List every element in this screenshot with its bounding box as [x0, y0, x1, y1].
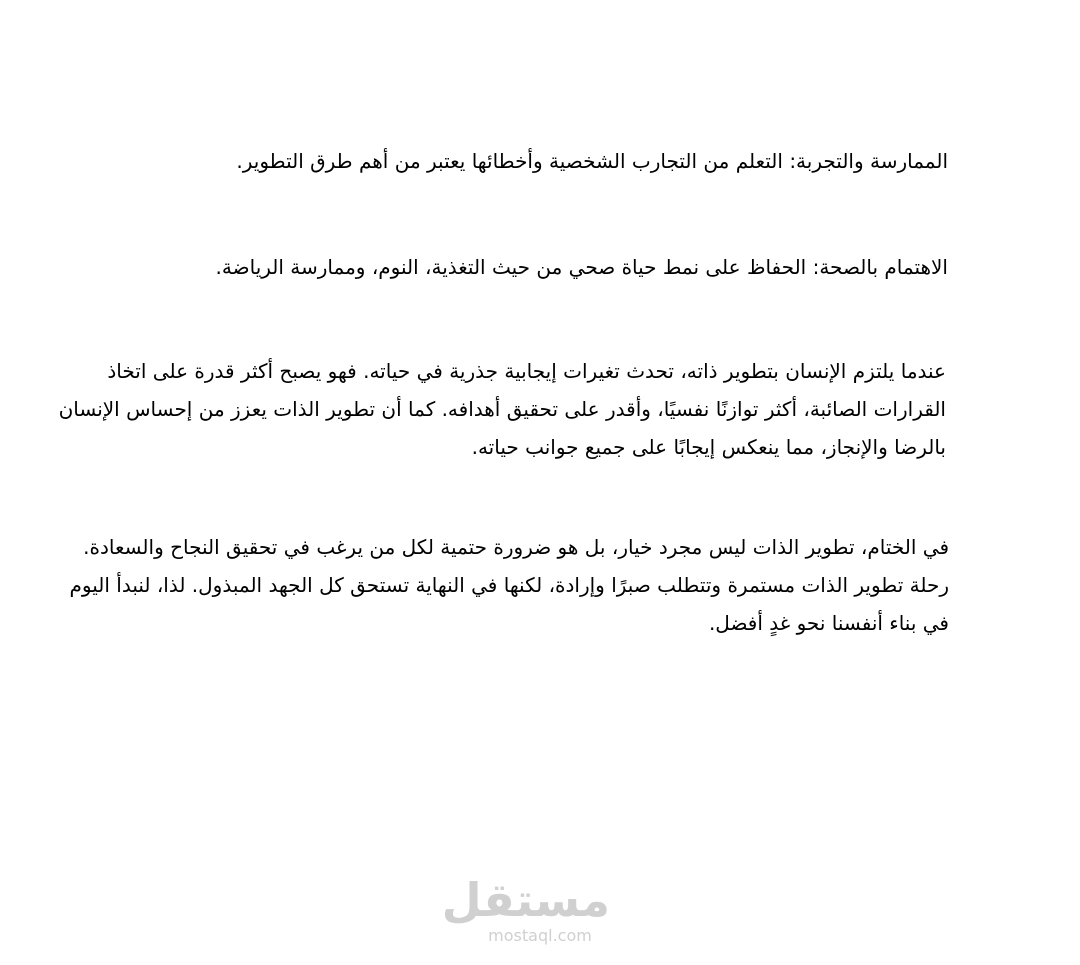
- paragraph-line: الممارسة والتجربة: التعلم من التجارب الشخصية وأخطائها يعتبر من أهم طرق التطوير.: [236, 149, 948, 173]
- watermark-url: mostaql.com: [488, 926, 592, 945]
- watermark-logo: مستقل: [441, 873, 610, 927]
- paragraph-line: القرارات الصائبة، أكثر توازنًا نفسيًا، وأقدر على تحقيق أهدافه. كما أن تطوير الذات يعزز من إحساس الإنسان: [58, 397, 946, 421]
- mostaql-watermark: [441, 873, 610, 945]
- paragraph-line: في بناء أنفسنا نحو غدٍ أفضل.: [708, 611, 949, 635]
- paragraph-line: عندما يلتزم الإنسان بتطوير ذاته، تحدث تغيرات إيجابية جذرية في حياته. فهو يصبح أكثر قدرة على اتخاذ: [107, 359, 946, 383]
- paragraph-line: رحلة تطوير الذات مستمرة وتتطلب صبرًا وإرادة، لكنها في النهاية تستحق كل الجهد المبذول. لذا، لنبدأ اليوم: [69, 573, 949, 597]
- paragraph-line: في الختام، تطوير الذات ليس مجرد خيار، بل هو ضرورة حتمية لكل من يرغب في تحقيق النجاح والسعادة.: [83, 535, 949, 559]
- paragraph-self-development-benefits: [59, 352, 946, 466]
- paragraph-conclusion: [70, 528, 950, 642]
- paragraph-line: بالرضا والإنجاز، مما ينعكس إيجابًا على جميع جوانب حياته.: [471, 435, 946, 459]
- paragraph-line: الاهتمام بالصحة: الحفاظ على نمط حياة صحي من حيث التغذية، النوم، وممارسة الرياضة.: [215, 255, 948, 279]
- paragraph-practice-experience: [236, 142, 948, 180]
- paragraph-health-care: [216, 248, 948, 286]
